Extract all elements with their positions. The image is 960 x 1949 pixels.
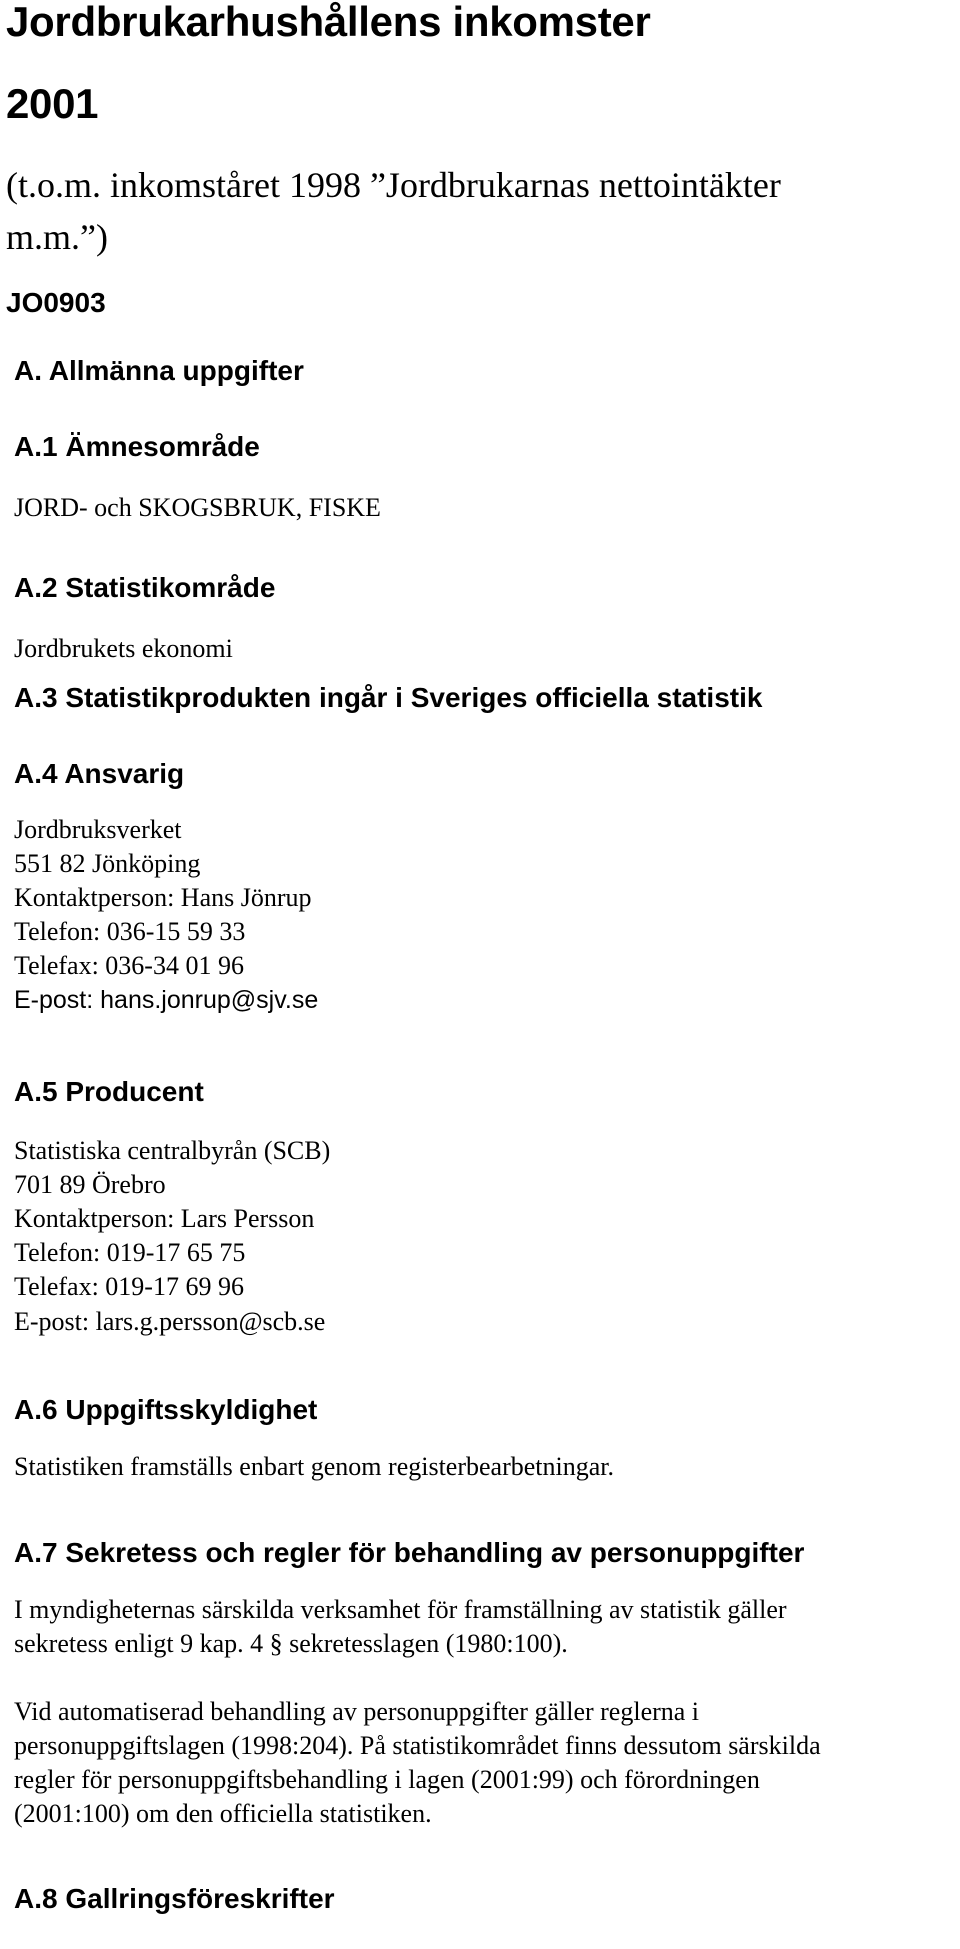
- section-a2-text: Jordbrukets ekonomi: [14, 634, 233, 663]
- document-title-year: 2001: [6, 80, 99, 127]
- section-heading-a8: A.8 Gallringsföreskrifter: [14, 1883, 335, 1914]
- section-a6-text: Statistiken framställs enbart genom registerbearbetningar.: [14, 1452, 614, 1481]
- producer-phone: Telefon: 019-17 65 75: [14, 1238, 246, 1267]
- section-heading-a2: A.2 Statistikområde: [14, 572, 276, 603]
- section-heading-a4: A.4 Ansvarig: [14, 758, 185, 789]
- section-heading-a5: A.5 Producent: [14, 1076, 204, 1107]
- producer-fax: Telefax: 019-17 69 96: [14, 1272, 244, 1301]
- responsible-agency: Jordbruksverket: [14, 815, 182, 844]
- section-a7-paragraph2-line2: personuppgiftslagen (1998:204). På statistikområdet finns dessutom särskilda: [14, 1731, 821, 1760]
- producer-contact: Kontaktperson: Lars Persson: [14, 1204, 315, 1233]
- product-code: JO0903: [6, 287, 106, 318]
- section-a7-paragraph1-line2: sekretess enligt 9 kap. 4 § sekretesslagen (1980:100).: [14, 1629, 568, 1658]
- document-title: Jordbrukarhushållens inkomster: [6, 0, 651, 45]
- section-heading-a3: A.3 Statistikprodukten ingår i Sveriges officiella statistik: [14, 682, 763, 713]
- section-heading-a1: A.1 Ämnesområde: [14, 431, 260, 462]
- responsible-email: E-post: hans.jonrup@sjv.se: [14, 986, 319, 1014]
- responsible-phone: Telefon: 036-15 59 33: [14, 917, 246, 946]
- section-a7-paragraph2-line1: Vid automatiserad behandling av personuppgifter gäller reglerna i: [14, 1697, 700, 1726]
- document-subtitle-continued: m.m.”): [6, 217, 108, 257]
- section-heading-a: A. Allmänna uppgifter: [14, 355, 304, 386]
- responsible-fax: Telefax: 036-34 01 96: [14, 951, 244, 980]
- responsible-contact: Kontaktperson: Hans Jönrup: [14, 883, 312, 912]
- section-a7-paragraph1-line1: I myndigheternas särskilda verksamhet för framställning av statistik gäller: [14, 1595, 787, 1624]
- section-a7-paragraph2-line4: (2001:100) om den officiella statistiken.: [14, 1799, 432, 1828]
- section-heading-a7: A.7 Sekretess och regler för behandling av personuppgifter: [14, 1537, 805, 1568]
- producer-agency: Statistiska centralbyrån (SCB): [14, 1136, 331, 1165]
- section-heading-a6: A.6 Uppgiftsskyldighet: [14, 1394, 318, 1425]
- section-a1-text: JORD- och SKOGSBRUK, FISKE: [14, 493, 381, 522]
- section-a7-paragraph2-line3: regler för personuppgiftsbehandling i lagen (2001:99) och förordningen: [14, 1765, 760, 1794]
- producer-address: 701 89 Örebro: [14, 1170, 166, 1199]
- producer-email: E-post: lars.g.persson@scb.se: [14, 1307, 326, 1336]
- document-subtitle: (t.o.m. inkomståret 1998 ”Jordbrukarnas nettointäkter: [6, 165, 781, 205]
- responsible-address: 551 82 Jönköping: [14, 849, 201, 878]
